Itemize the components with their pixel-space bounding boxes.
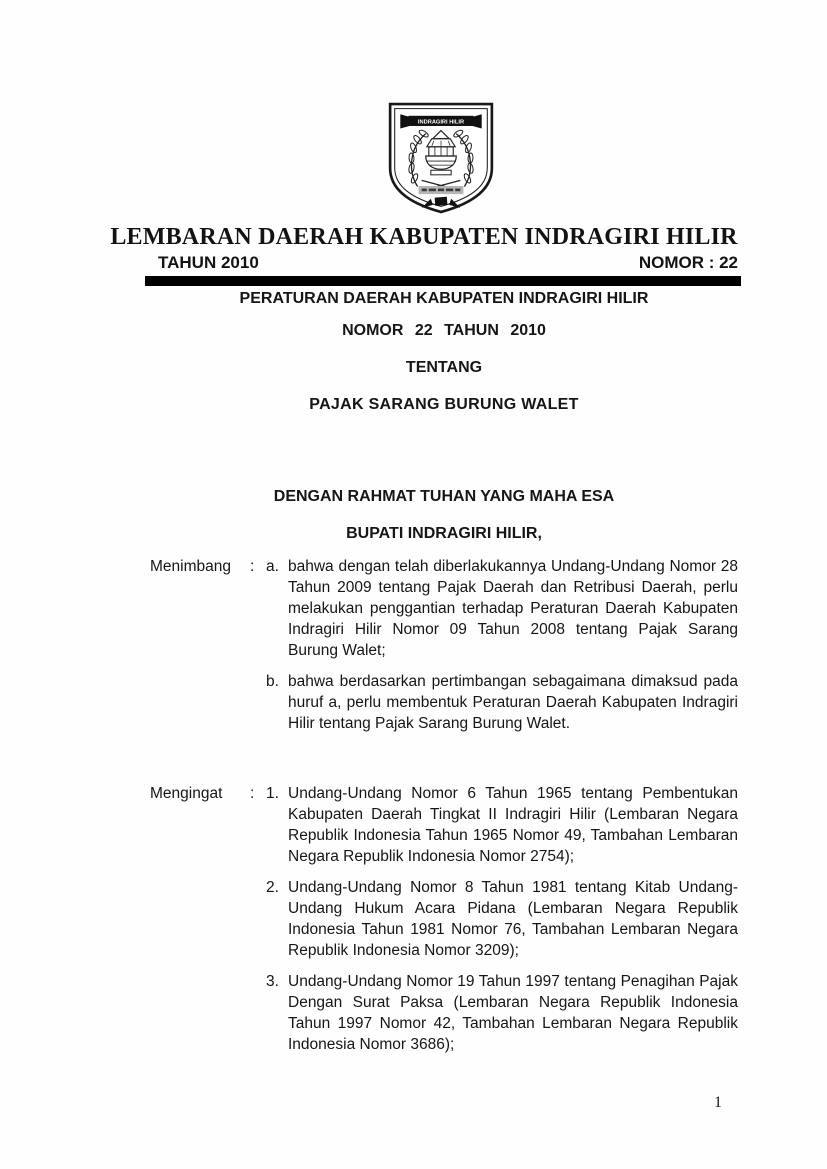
clause-separator: : xyxy=(250,558,255,575)
invocation-line: DENGAN RAHMAT TUHAN YANG MAHA ESA xyxy=(273,488,615,505)
regulation-title: PERATURAN DAERAH KABUPATEN INDRAGIRI HILIR xyxy=(239,290,649,307)
regulation-subject: PAJAK SARANG BURUNG WALET xyxy=(309,396,579,413)
gazette-number-label: NOMOR : 22 xyxy=(638,253,738,272)
clause-label: Mengingat xyxy=(150,785,223,802)
clause-separator: : xyxy=(250,785,255,802)
crest-shield-icon xyxy=(383,99,499,214)
menimbang-item-b xyxy=(150,671,738,734)
mengingat-item-3 xyxy=(150,971,738,1055)
official-title-line: BUPATI INDRAGIRI HILIR, xyxy=(346,525,542,542)
gazette-year-label: TAHUN 2010 xyxy=(158,253,259,272)
clause-label: Menimbang xyxy=(150,558,231,575)
item-marker: a. xyxy=(266,558,279,575)
item-text: bahwa berdasarkan pertimbangan sebagaimana dimaksud pada huruf a, perlu membentuk Peraturan Daerah Kabupaten Indragiri Hilir tentang Pajak Sarang Burung Walet. xyxy=(288,673,738,732)
menimbang-item-a xyxy=(150,556,738,661)
item-marker: 1. xyxy=(266,785,279,802)
mengingat-item-1 xyxy=(150,783,738,867)
regulation-number: NOMOR 22 TAHUN 2010 xyxy=(342,322,546,339)
item-marker: b. xyxy=(266,673,279,690)
item-marker: 3. xyxy=(266,973,279,990)
crest-banner-text: INDRAGIRI HILIR xyxy=(417,119,465,126)
item-text: Undang-Undang Nomor 8 Tahun 1981 tentang Kitab Undang-Undang Hukum Acara Pidana (Lembaran Negara Republik Indonesia Tahun 1981 Nomor 76, Tambahan Lembaran Negara Republik Indonesia Nomor 3209); xyxy=(288,879,738,959)
divider-bar xyxy=(145,276,741,286)
item-text: bahwa dengan telah diberlakukannya Undang-Undang Nomor 28 Tahun 2009 tentang Pajak Daerah dan Retribusi Daerah, perlu melakukan penggantian terhadap Peraturan Daerah Kabupaten Indragiri Hilir Nomor 09 Tahun 2008 tentang Pajak Sarang Burung Walet; xyxy=(288,558,738,659)
regulation-about-label: TENTANG xyxy=(405,359,483,376)
mengingat-item-2 xyxy=(150,877,738,961)
item-marker: 2. xyxy=(266,879,279,896)
gazette-title: LEMBARAN DAERAH KABUPATEN INDRAGIRI HILIR xyxy=(110,224,738,250)
page-number: 1 xyxy=(714,1094,722,1111)
gazette-meta-row xyxy=(158,253,738,273)
item-text: Undang-Undang Nomor 19 Tahun 1997 tentang Penagihan Pajak Dengan Surat Paksa (Lembaran Negara Republik Indonesia Tahun 1997 Nomor 42, Tambahan Lembaran Negara Republik Indonesia Nomor 3686); xyxy=(288,973,738,1053)
menimbang-section xyxy=(150,556,738,744)
mengingat-section xyxy=(150,783,738,1065)
regency-crest-logo xyxy=(383,99,499,214)
item-text: Undang-Undang Nomor 6 Tahun 1965 tentang Pembentukan Kabupaten Daerah Tingkat II Indragiri Hilir (Lembaran Negara Republik Indonesia Tahun 1965 Nomor 49, Tambahan Lembaran Negara Republik Indonesia Nomor 2754); xyxy=(288,785,738,865)
